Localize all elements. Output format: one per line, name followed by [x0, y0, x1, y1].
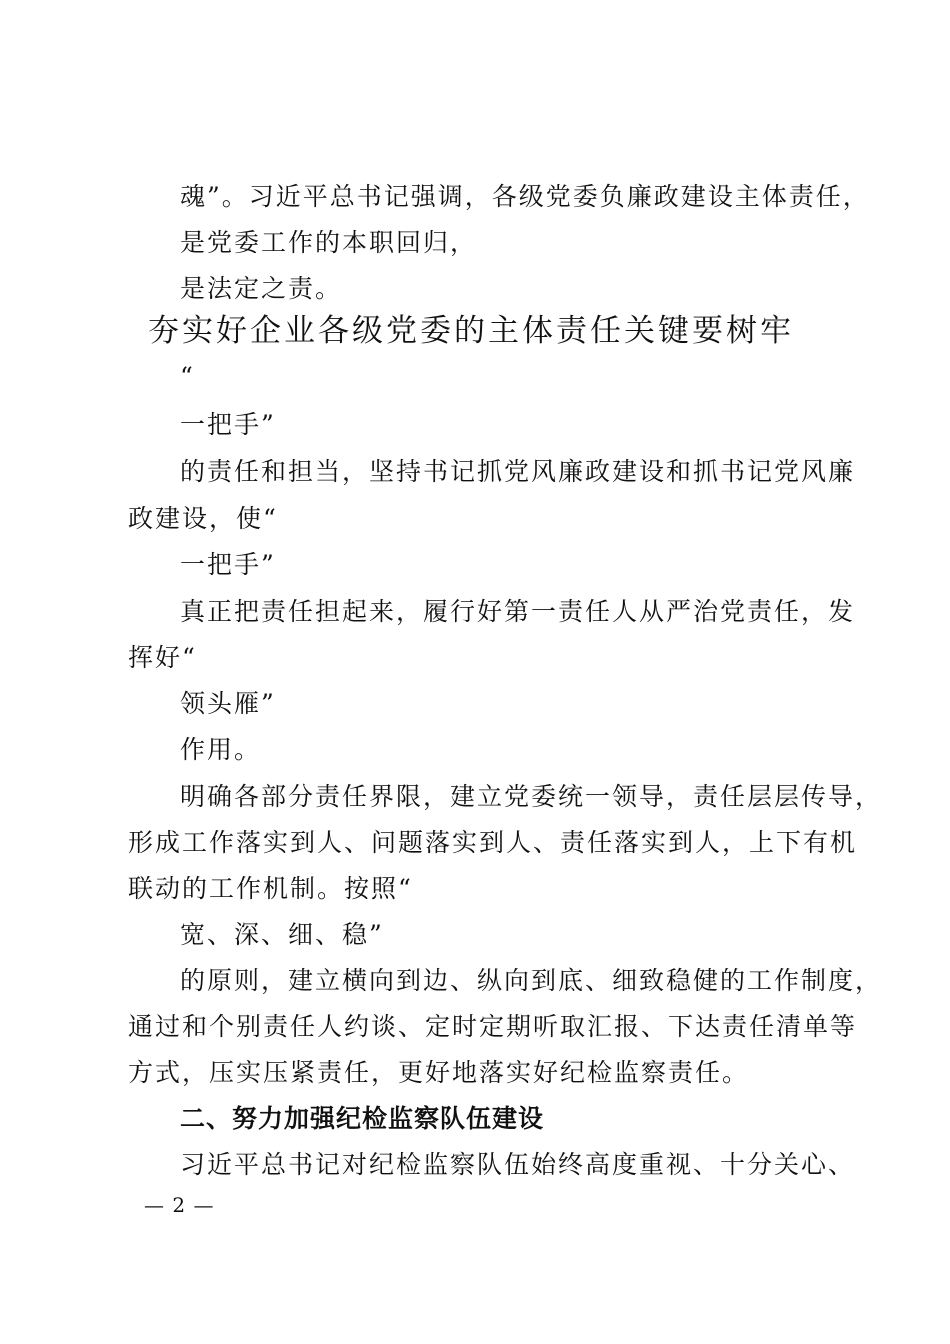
- paragraph-line: 挥好“: [128, 643, 197, 672]
- paragraph-line: 一把手”: [180, 410, 276, 439]
- paragraph-line: 通过和个别责任人约谈、定时定期听取汇报、下达责任清单等: [128, 1012, 858, 1041]
- paragraph-line: 形成工作落实到人、问题落实到人、责任落实到人，上下有机: [128, 828, 858, 857]
- paragraph-line: 联动的工作机制。按照“: [128, 874, 413, 903]
- section-heading-large: 夯实好企业各级党委的主体责任关键要树牢: [148, 313, 794, 349]
- paragraph-line: 政建设，使“: [128, 504, 278, 533]
- paragraph-line: 的原则，建立横向到边、纵向到底、细致稳健的工作制度，: [180, 966, 883, 995]
- paragraph-line: 的责任和担当，坚持书记抓党风廉政建设和抓书记党风廉: [180, 457, 856, 486]
- paragraph-line: 明确各部分责任界限，建立党委统一领导，责任层层传导，: [180, 782, 883, 811]
- paragraph-line: 魂”。习近平总书记强调，各级党委负廉政建设主体责任，: [180, 182, 870, 211]
- page-number: — 2 —: [144, 1193, 215, 1217]
- paragraph-line: 真正把责任担起来，履行好第一责任人从严治党责任，发: [180, 597, 856, 626]
- paragraph-line: 宽、深、细、稳”: [180, 920, 384, 949]
- paragraph-line: “: [180, 362, 195, 391]
- paragraph-line: 领头雁”: [180, 689, 276, 718]
- paragraph-line: 习近平总书记对纪检监察队伍始终高度重视、十分关心、: [180, 1150, 856, 1179]
- paragraph-line: 一把手”: [180, 550, 276, 579]
- paragraph-line: 是党委工作的本职回归，: [180, 228, 478, 257]
- paragraph-line: 方式，压实压紧责任，更好地落实好纪检监察责任。: [128, 1058, 750, 1087]
- paragraph-line: 是法定之责。: [180, 274, 343, 303]
- section-heading: 二、努力加强纪检监察队伍建设: [180, 1104, 545, 1133]
- paragraph-line: 作用。: [180, 735, 262, 764]
